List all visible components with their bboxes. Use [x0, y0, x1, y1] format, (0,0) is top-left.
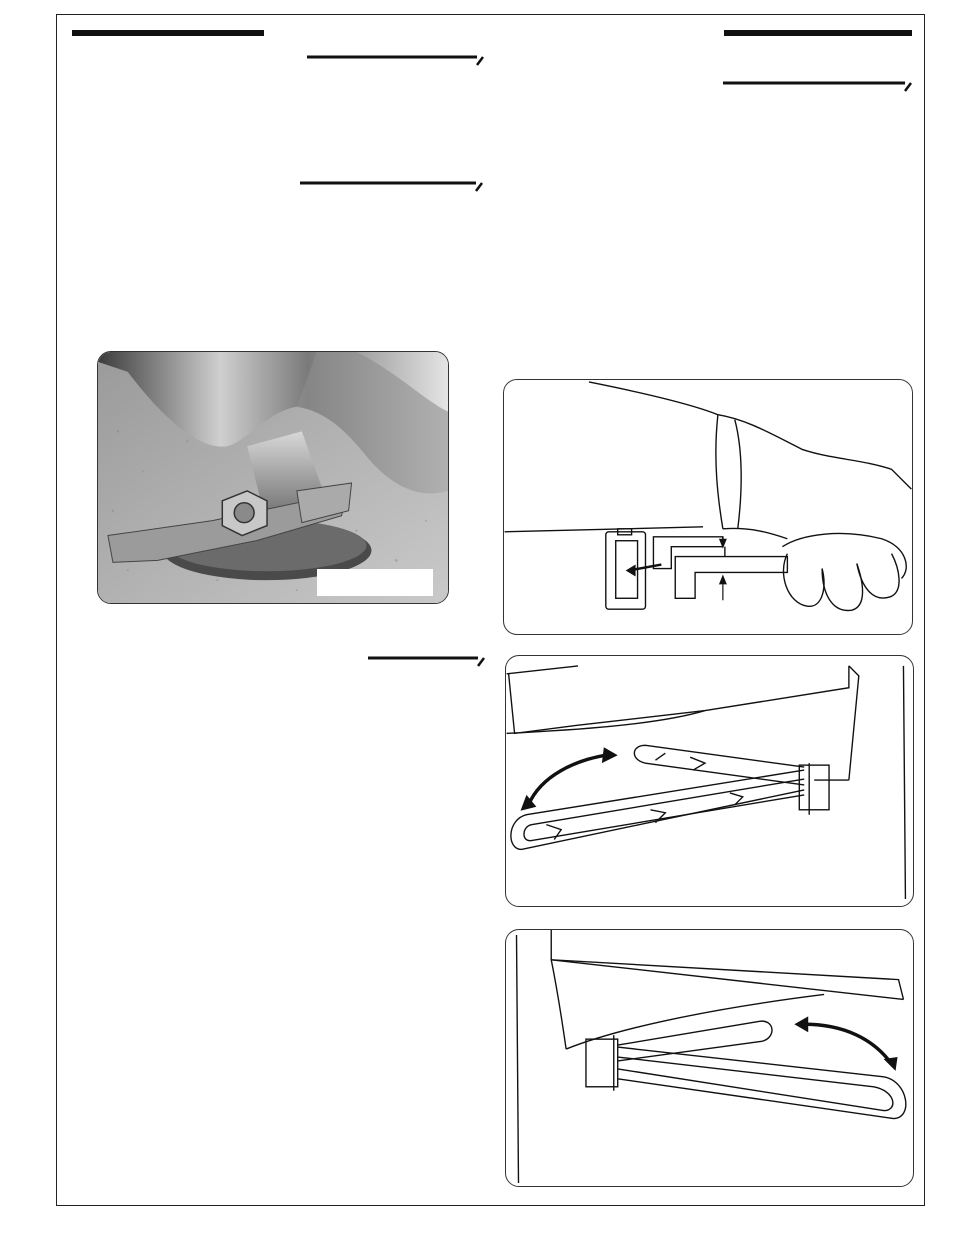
subheading-rule-2 — [298, 178, 486, 198]
section-header-bar-top-right — [724, 30, 912, 36]
arrow-curved-icon — [804, 1024, 891, 1064]
basket-hanger-lowered-figure — [505, 655, 914, 907]
arrow-curved-icon — [528, 755, 605, 805]
hex-key-adjustment-figure — [503, 379, 913, 635]
subheading-rule-4 — [721, 78, 915, 98]
subheading-rule-1 — [305, 52, 485, 72]
section-header-bar-top-left — [72, 30, 264, 36]
basket-hanger-raised-figure — [505, 929, 914, 1187]
photo-caption-box — [317, 569, 433, 596]
subheading-rule-3 — [366, 653, 486, 673]
caster-brake-photo — [97, 351, 449, 604]
